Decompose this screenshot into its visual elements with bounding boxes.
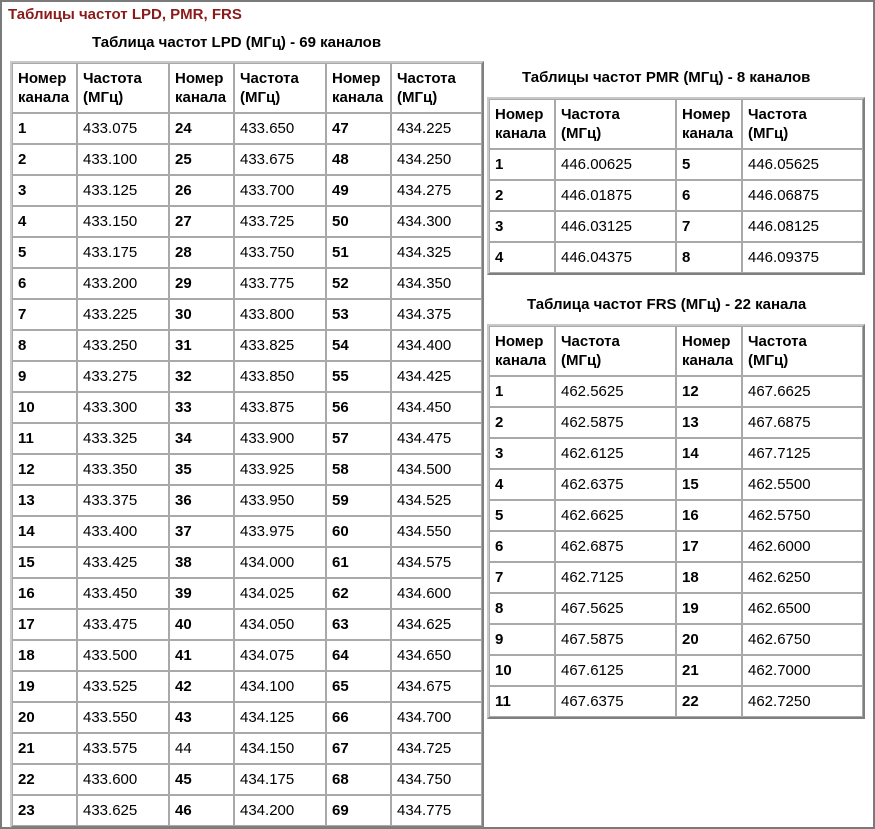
frequency-cell: 434.425	[391, 361, 482, 392]
channel-number-cell: 55	[326, 361, 391, 392]
channel-number-cell: 8	[489, 593, 555, 624]
header-frequency	[555, 99, 676, 149]
channel-number-cell: 28	[169, 237, 234, 268]
frequency-cell: 434.325	[391, 237, 482, 268]
channel-number-cell: 45	[169, 764, 234, 795]
channel-number-cell: 31	[169, 330, 234, 361]
table-row	[12, 237, 482, 268]
frequency-cell: 433.175	[77, 237, 169, 268]
channel-number-cell: 10	[489, 655, 555, 686]
channel-number-cell: 10	[12, 392, 77, 423]
frequency-cell: 433.325	[77, 423, 169, 454]
frequency-cell: 462.6875	[555, 531, 676, 562]
channel-number-cell: 40	[169, 609, 234, 640]
frequency-cell: 433.725	[234, 206, 326, 237]
channel-number-cell: 6	[489, 531, 555, 562]
channel-number-cell: 39	[169, 578, 234, 609]
channel-number-cell: 24	[169, 113, 234, 144]
header-line: Номер	[682, 333, 731, 350]
frequency-cell: 434.225	[391, 113, 482, 144]
frequency-cell: 433.450	[77, 578, 169, 609]
frequency-cell: 446.01875	[555, 180, 676, 211]
channel-number-cell: 65	[326, 671, 391, 702]
table-row	[12, 144, 482, 175]
frequency-cell: 434.625	[391, 609, 482, 640]
channel-number-cell: 38	[169, 547, 234, 578]
channel-number-cell: 66	[326, 702, 391, 733]
frequency-cell: 434.600	[391, 578, 482, 609]
channel-number-cell: 48	[326, 144, 391, 175]
table-row	[489, 407, 863, 438]
channel-number-cell: 46	[169, 795, 234, 826]
channel-number-cell: 9	[489, 624, 555, 655]
header-line: канала	[682, 125, 734, 142]
channel-number-cell: 5	[12, 237, 77, 268]
header-frequency	[391, 63, 482, 113]
frequency-cell: 433.375	[77, 485, 169, 516]
table-row	[489, 531, 863, 562]
channel-number-cell: 26	[169, 175, 234, 206]
frequency-cell: 446.09375	[742, 242, 863, 273]
channel-number-cell: 49	[326, 175, 391, 206]
table-row	[12, 330, 482, 361]
header-line: Номер	[175, 70, 224, 87]
channel-number-cell: 4	[489, 242, 555, 273]
channel-number-cell: 58	[326, 454, 391, 485]
frequency-cell: 446.00625	[555, 149, 676, 180]
frequency-cell: 467.5875	[555, 624, 676, 655]
frequency-cell: 433.750	[234, 237, 326, 268]
channel-number-cell: 13	[12, 485, 77, 516]
channel-number-cell: 22	[676, 686, 742, 717]
channel-number-cell: 14	[676, 438, 742, 469]
frequency-cell: 434.025	[234, 578, 326, 609]
frequency-cell: 462.7125	[555, 562, 676, 593]
frequency-cell: 434.550	[391, 516, 482, 547]
header-line: Частота	[748, 333, 807, 350]
table-row	[489, 211, 863, 242]
frequency-cell: 433.300	[77, 392, 169, 423]
table-row	[12, 175, 482, 206]
channel-number-cell: 7	[489, 562, 555, 593]
channel-number-cell: 57	[326, 423, 391, 454]
header-line: Номер	[495, 106, 544, 123]
channel-number-cell: 15	[676, 469, 742, 500]
table-row	[12, 764, 482, 795]
header-channel-number	[326, 63, 391, 113]
frequency-cell: 433.975	[234, 516, 326, 547]
frequency-cell: 467.7125	[742, 438, 863, 469]
frequency-cell: 434.150	[234, 733, 326, 764]
channel-number-cell: 2	[12, 144, 77, 175]
channel-number-cell: 36	[169, 485, 234, 516]
channel-number-cell: 8	[12, 330, 77, 361]
frequency-cell: 446.05625	[742, 149, 863, 180]
frs-table	[487, 324, 865, 719]
frequency-cell: 462.5750	[742, 500, 863, 531]
frequency-cell: 433.650	[234, 113, 326, 144]
table-row	[489, 376, 863, 407]
frequency-cell: 433.125	[77, 175, 169, 206]
table-row	[12, 671, 482, 702]
frequency-cell: 446.03125	[555, 211, 676, 242]
channel-number-cell: 4	[489, 469, 555, 500]
frequency-cell: 467.6875	[742, 407, 863, 438]
channel-number-cell: 20	[676, 624, 742, 655]
frequency-cell: 433.925	[234, 454, 326, 485]
lpd-caption: Таблица частот LPD (МГц) - 69 каналов	[92, 34, 382, 51]
header-line: канала	[495, 125, 547, 142]
frequency-cell: 462.6125	[555, 438, 676, 469]
channel-number-cell: 60	[326, 516, 391, 547]
table-row	[489, 686, 863, 717]
frequency-cell: 434.375	[391, 299, 482, 330]
header-line: Частота	[240, 70, 299, 87]
channel-number-cell: 1	[489, 376, 555, 407]
table-header-row	[12, 63, 482, 113]
header-line: канала	[495, 352, 547, 369]
channel-number-cell: 25	[169, 144, 234, 175]
channel-number-cell: 8	[676, 242, 742, 273]
header-channel-number	[676, 99, 742, 149]
channel-number-cell: 50	[326, 206, 391, 237]
frequency-cell: 434.475	[391, 423, 482, 454]
frequency-cell: 433.425	[77, 547, 169, 578]
table-row	[489, 438, 863, 469]
frequency-cell: 462.5875	[555, 407, 676, 438]
header-line: канала	[175, 89, 227, 106]
header-channel-number	[676, 326, 742, 376]
channel-number-cell: 53	[326, 299, 391, 330]
frequency-cell: 433.575	[77, 733, 169, 764]
table-row	[12, 206, 482, 237]
channel-number-cell: 52	[326, 268, 391, 299]
frequency-cell: 433.550	[77, 702, 169, 733]
frequency-cell: 433.075	[77, 113, 169, 144]
channel-number-cell: 62	[326, 578, 391, 609]
frequency-cell: 433.475	[77, 609, 169, 640]
table-row	[12, 640, 482, 671]
frequency-cell: 433.675	[234, 144, 326, 175]
channel-number-cell: 14	[12, 516, 77, 547]
frequency-cell: 433.275	[77, 361, 169, 392]
channel-number-cell: 18	[676, 562, 742, 593]
channel-number-cell: 12	[676, 376, 742, 407]
frequency-cell: 433.900	[234, 423, 326, 454]
frequency-cell: 433.400	[77, 516, 169, 547]
frequency-cell: 434.775	[391, 795, 482, 826]
channel-number-cell: 2	[489, 180, 555, 211]
channel-number-cell: 37	[169, 516, 234, 547]
frequency-cell: 434.725	[391, 733, 482, 764]
header-channel-number	[12, 63, 77, 113]
channel-number-cell: 41	[169, 640, 234, 671]
frequency-cell: 434.275	[391, 175, 482, 206]
channel-number-cell: 63	[326, 609, 391, 640]
frs-table-body	[489, 326, 863, 717]
table-row	[12, 392, 482, 423]
channel-number-cell: 17	[12, 609, 77, 640]
channel-number-cell: 21	[12, 733, 77, 764]
channel-number-cell: 27	[169, 206, 234, 237]
header-line: Частота	[397, 70, 456, 87]
frequency-cell: 462.6250	[742, 562, 863, 593]
header-line: канала	[682, 352, 734, 369]
channel-number-cell: 22	[12, 764, 77, 795]
header-frequency	[742, 326, 863, 376]
table-row	[489, 655, 863, 686]
channel-number-cell: 9	[12, 361, 77, 392]
channel-number-cell: 6	[12, 268, 77, 299]
pmr-table-body	[489, 99, 863, 273]
channel-number-cell: 61	[326, 547, 391, 578]
frequency-cell: 434.200	[234, 795, 326, 826]
header-line: (МГц)	[561, 125, 602, 142]
channel-number-cell: 23	[12, 795, 77, 826]
frequency-cell: 434.450	[391, 392, 482, 423]
header-line: (МГц)	[748, 125, 789, 142]
frequency-cell: 433.150	[77, 206, 169, 237]
frequency-cell: 433.950	[234, 485, 326, 516]
channel-number-cell: 35	[169, 454, 234, 485]
frequency-cell: 462.5500	[742, 469, 863, 500]
channel-number-cell: 11	[489, 686, 555, 717]
frequency-cell: 462.7250	[742, 686, 863, 717]
header-frequency	[234, 63, 326, 113]
channel-number-cell: 7	[676, 211, 742, 242]
frequency-cell: 462.7000	[742, 655, 863, 686]
channel-number-cell: 34	[169, 423, 234, 454]
header-line: канала	[332, 89, 384, 106]
frequency-cell: 434.050	[234, 609, 326, 640]
frequency-cell: 433.775	[234, 268, 326, 299]
table-row	[12, 485, 482, 516]
channel-number-cell: 51	[326, 237, 391, 268]
channel-number-cell: 29	[169, 268, 234, 299]
frequency-cell: 434.300	[391, 206, 482, 237]
table-row	[489, 242, 863, 273]
header-frequency	[555, 326, 676, 376]
frequency-cell: 462.6500	[742, 593, 863, 624]
table-row	[489, 149, 863, 180]
header-frequency	[77, 63, 169, 113]
frequency-cell: 433.350	[77, 454, 169, 485]
table-row	[12, 547, 482, 578]
frequency-cell: 434.750	[391, 764, 482, 795]
channel-number-cell: 1	[489, 149, 555, 180]
header-line: канала	[18, 89, 70, 106]
table-row	[12, 113, 482, 144]
channel-number-cell: 47	[326, 113, 391, 144]
table-row	[12, 516, 482, 547]
frequency-cell: 433.850	[234, 361, 326, 392]
table-row	[489, 469, 863, 500]
frequency-cell: 434.100	[234, 671, 326, 702]
header-line: Номер	[332, 70, 381, 87]
lpd-table-body	[12, 63, 482, 826]
frequency-cell: 434.175	[234, 764, 326, 795]
channel-number-cell: 43	[169, 702, 234, 733]
frequency-cell: 434.500	[391, 454, 482, 485]
frequency-cell: 434.700	[391, 702, 482, 733]
channel-number-cell: 1	[12, 113, 77, 144]
frequency-cell: 433.825	[234, 330, 326, 361]
channel-number-cell: 16	[12, 578, 77, 609]
channel-number-cell: 3	[489, 211, 555, 242]
channel-number-cell: 16	[676, 500, 742, 531]
table-row	[12, 702, 482, 733]
frequency-cell: 467.6125	[555, 655, 676, 686]
channel-number-cell: 56	[326, 392, 391, 423]
header-channel-number	[489, 326, 555, 376]
pmr-caption: Таблицы частот PMR (МГц) - 8 каналов	[522, 69, 811, 86]
channel-number-cell: 68	[326, 764, 391, 795]
channel-number-cell: 59	[326, 485, 391, 516]
channel-number-cell: 17	[676, 531, 742, 562]
header-line: (МГц)	[83, 89, 124, 106]
frequency-cell: 433.625	[77, 795, 169, 826]
table-row	[489, 500, 863, 531]
header-frequency	[742, 99, 863, 149]
frequency-cell: 446.06875	[742, 180, 863, 211]
frequency-cell: 434.400	[391, 330, 482, 361]
frequency-cell: 434.525	[391, 485, 482, 516]
channel-number-cell: 33	[169, 392, 234, 423]
table-row	[12, 423, 482, 454]
header-channel-number	[489, 99, 555, 149]
frequency-cell: 446.04375	[555, 242, 676, 273]
frequency-cell: 446.08125	[742, 211, 863, 242]
channel-number-cell: 30	[169, 299, 234, 330]
frequency-cell: 434.250	[391, 144, 482, 175]
table-row	[12, 795, 482, 826]
header-line: (МГц)	[748, 352, 789, 369]
frequency-cell: 434.000	[234, 547, 326, 578]
frequency-cell: 433.100	[77, 144, 169, 175]
frs-caption: Таблица частот FRS (МГц) - 22 канала	[527, 296, 807, 313]
table-row	[489, 624, 863, 655]
channel-number-cell: 32	[169, 361, 234, 392]
frequency-cell: 462.6375	[555, 469, 676, 500]
header-line: Частота	[83, 70, 142, 87]
frequency-cell: 433.875	[234, 392, 326, 423]
frequency-cell: 462.6000	[742, 531, 863, 562]
frequency-cell: 433.500	[77, 640, 169, 671]
frequency-cell: 434.675	[391, 671, 482, 702]
header-line: Частота	[748, 106, 807, 123]
frequency-cell: 433.250	[77, 330, 169, 361]
channel-number-cell: 44	[169, 733, 234, 764]
frequency-cell: 433.800	[234, 299, 326, 330]
channel-number-cell: 67	[326, 733, 391, 764]
channel-number-cell: 5	[489, 500, 555, 531]
header-line: Номер	[18, 70, 67, 87]
channel-number-cell: 7	[12, 299, 77, 330]
pmr-table	[487, 97, 865, 275]
header-line: Частота	[561, 333, 620, 350]
table-row	[12, 299, 482, 330]
frequency-cell: 462.6750	[742, 624, 863, 655]
frequency-cell: 434.350	[391, 268, 482, 299]
page-title: Таблицы частот LPD, PMR, FRS	[8, 6, 242, 23]
table-row	[12, 578, 482, 609]
table-row	[12, 361, 482, 392]
header-line: Номер	[682, 106, 731, 123]
table-row	[12, 268, 482, 299]
channel-number-cell: 21	[676, 655, 742, 686]
channel-number-cell: 3	[489, 438, 555, 469]
lpd-table	[10, 61, 484, 828]
channel-number-cell: 12	[12, 454, 77, 485]
channel-number-cell: 6	[676, 180, 742, 211]
frequency-cell: 433.200	[77, 268, 169, 299]
header-line: (МГц)	[240, 89, 281, 106]
channel-number-cell: 42	[169, 671, 234, 702]
frequency-cell: 433.700	[234, 175, 326, 206]
channel-number-cell: 19	[676, 593, 742, 624]
frequency-cell: 462.6625	[555, 500, 676, 531]
table-row	[12, 733, 482, 764]
channel-number-cell: 5	[676, 149, 742, 180]
channel-number-cell: 15	[12, 547, 77, 578]
header-line: (МГц)	[397, 89, 438, 106]
table-header-row	[489, 99, 863, 149]
table-header-row	[489, 326, 863, 376]
channel-number-cell: 18	[12, 640, 77, 671]
table-row	[12, 609, 482, 640]
channel-number-cell: 11	[12, 423, 77, 454]
frequency-cell: 434.125	[234, 702, 326, 733]
channel-number-cell: 20	[12, 702, 77, 733]
header-line: Частота	[561, 106, 620, 123]
channel-number-cell: 3	[12, 175, 77, 206]
channel-number-cell: 54	[326, 330, 391, 361]
frequency-cell: 433.225	[77, 299, 169, 330]
table-row	[489, 593, 863, 624]
frequency-cell: 467.6375	[555, 686, 676, 717]
frequency-cell: 434.575	[391, 547, 482, 578]
frequency-cell: 433.525	[77, 671, 169, 702]
channel-number-cell: 4	[12, 206, 77, 237]
frequency-cell: 467.6625	[742, 376, 863, 407]
frequency-cell: 462.5625	[555, 376, 676, 407]
header-line: Номер	[495, 333, 544, 350]
frequency-cell: 434.650	[391, 640, 482, 671]
table-row	[489, 180, 863, 211]
channel-number-cell: 2	[489, 407, 555, 438]
header-channel-number	[169, 63, 234, 113]
table-row	[12, 454, 482, 485]
channel-number-cell: 19	[12, 671, 77, 702]
channel-number-cell: 69	[326, 795, 391, 826]
channel-number-cell: 13	[676, 407, 742, 438]
header-line: (МГц)	[561, 352, 602, 369]
frequency-cell: 433.600	[77, 764, 169, 795]
frequency-cell: 434.075	[234, 640, 326, 671]
table-row	[489, 562, 863, 593]
channel-number-cell: 64	[326, 640, 391, 671]
frequency-cell: 467.5625	[555, 593, 676, 624]
